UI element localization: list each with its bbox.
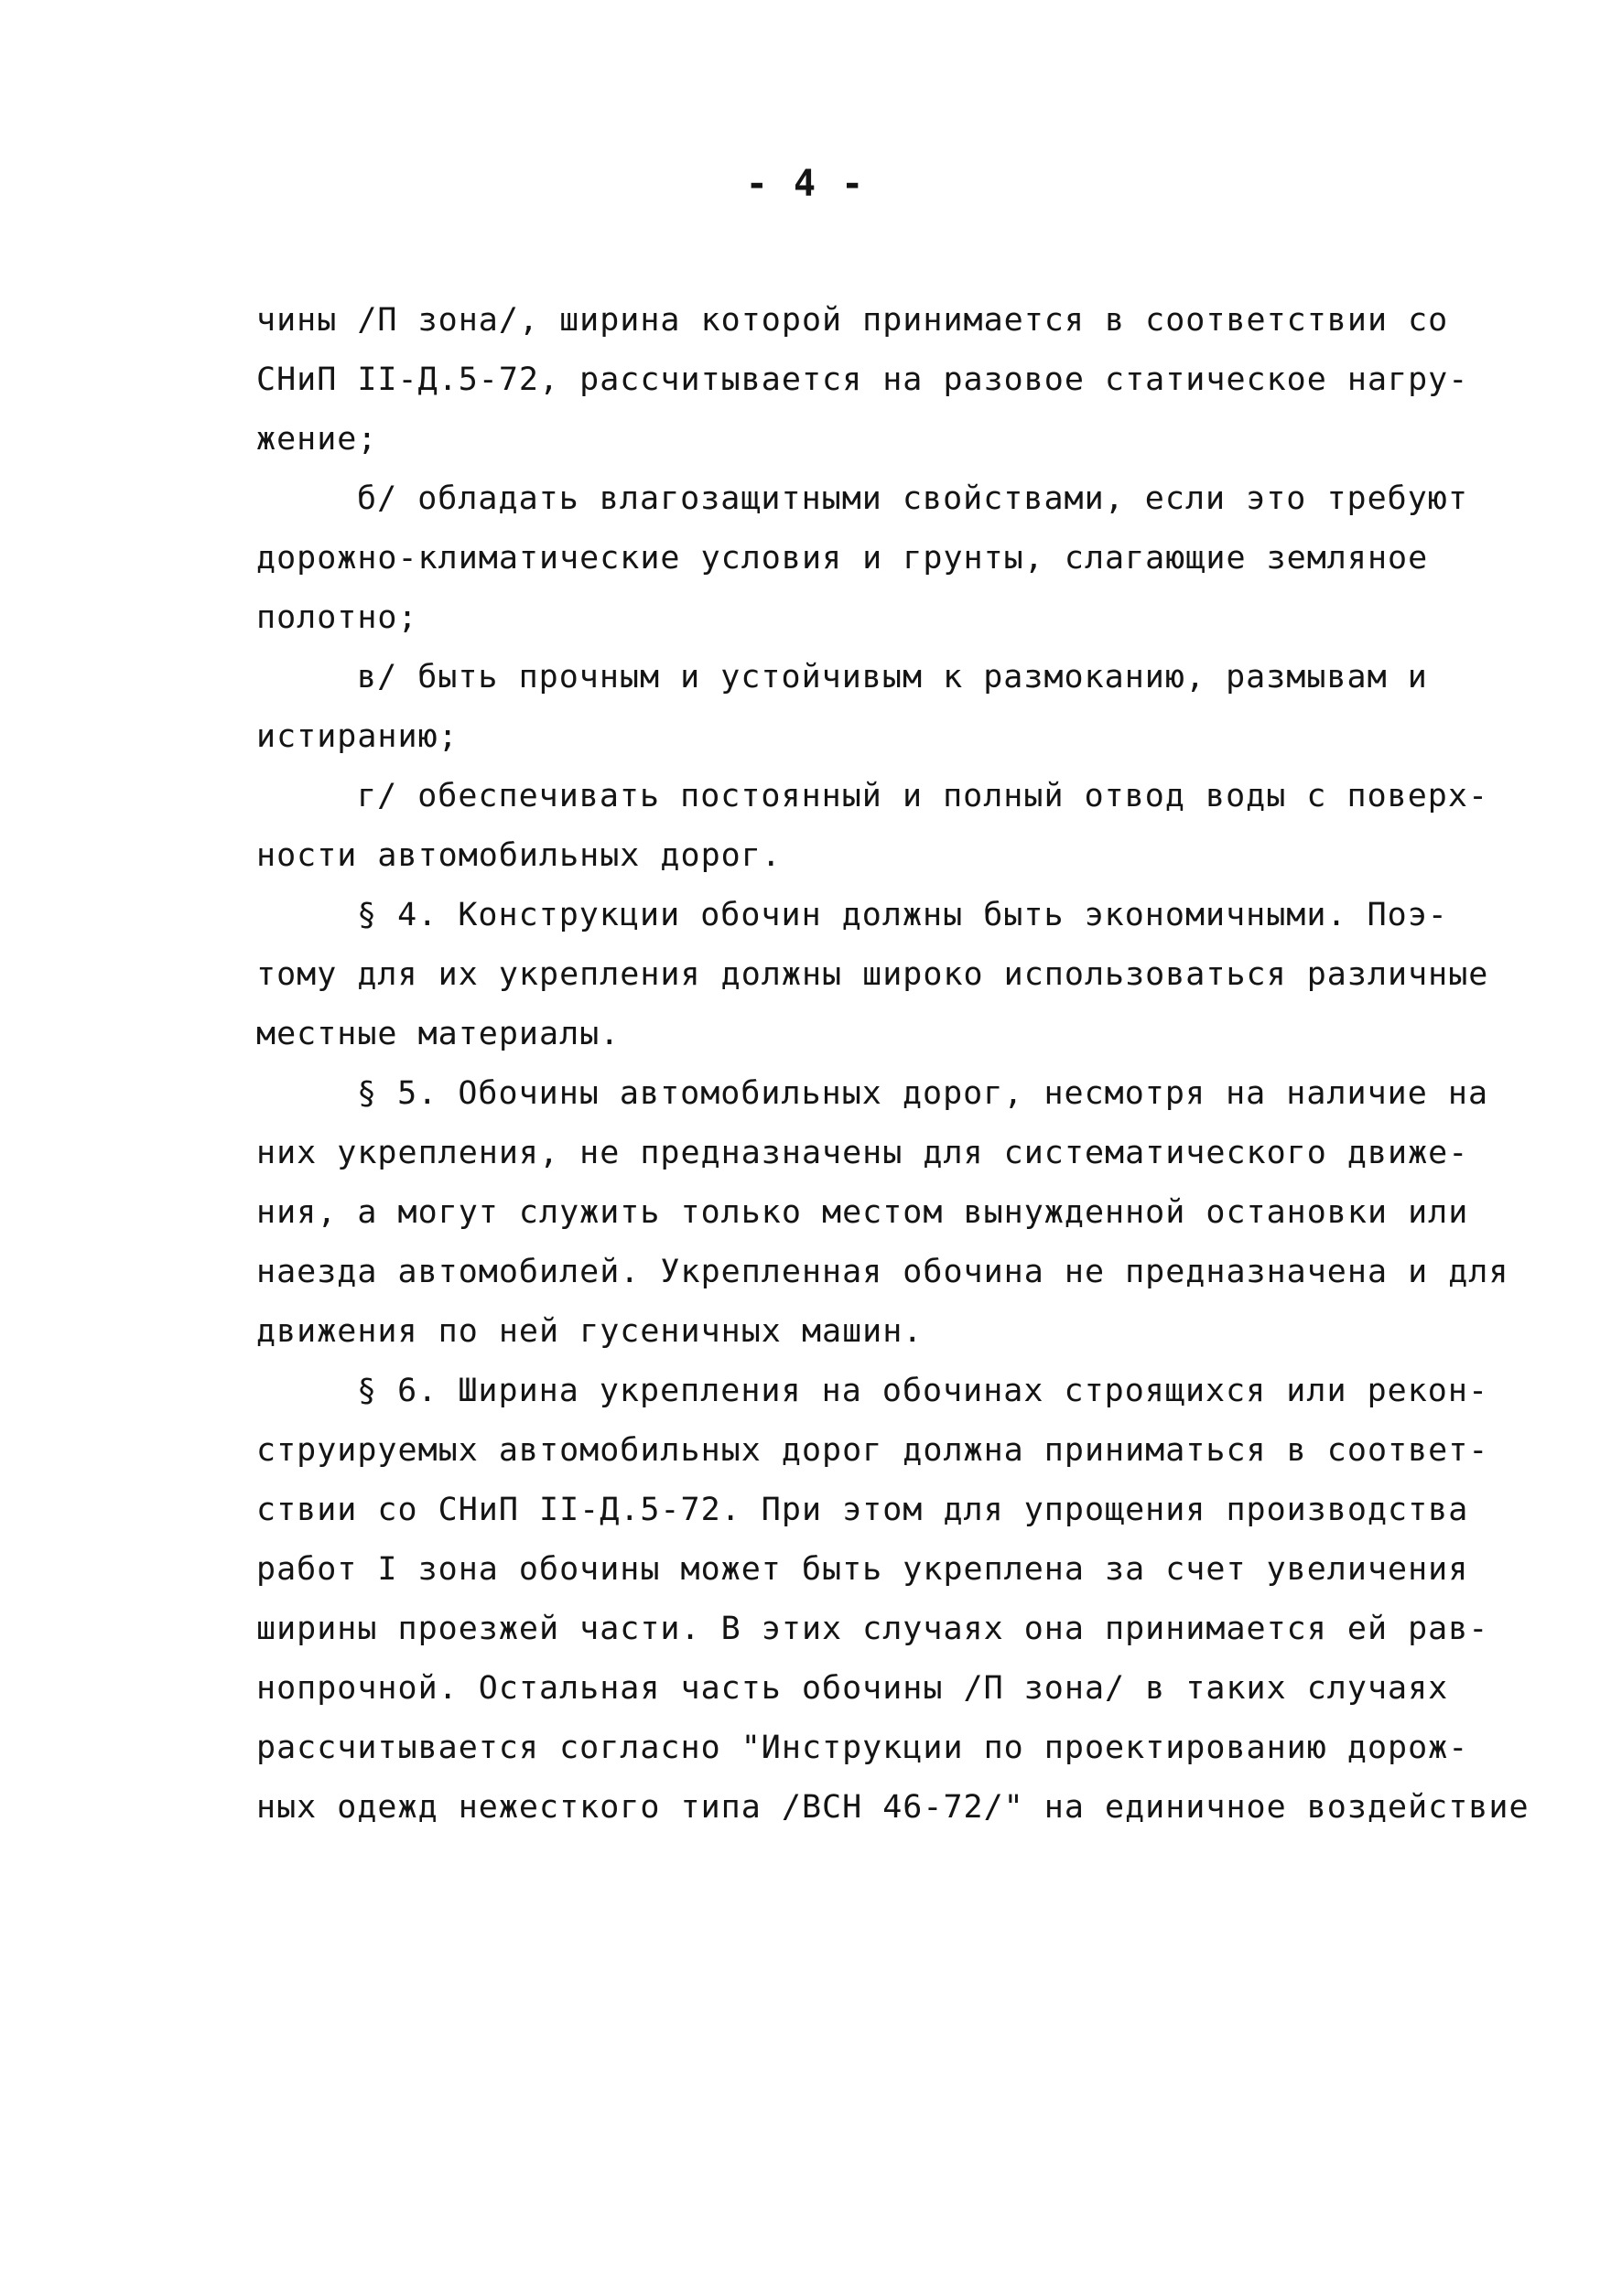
text-line: ных одежд нежесткого типа /ВСН 46-72/" на единичное воздействие (256, 1789, 1530, 1826)
text-line: в/ быть прочным и устойчивым к размоканию, размывам и (357, 659, 1428, 695)
text-line: § 6. Ширина укрепления на обочинах строящихся или рекон- (357, 1373, 1489, 1409)
text-line: СНиП II-Д.5-72, рассчитывается на разовое статическое нагру- (256, 361, 1469, 398)
text-line: ности автомобильных дорог. (256, 837, 782, 874)
text-line: ствии со СНиП II-Д.5-72. При этом для упрощения производства (256, 1492, 1469, 1528)
page-number: - 4 - (745, 163, 866, 205)
body-text (256, 291, 1530, 1838)
text-line: местные материалы. (256, 1016, 621, 1052)
text-line: нопрочной. Остальная часть обочины /П зона/ в таких случаях (256, 1670, 1449, 1707)
text-line: § 4. Конструкции обочин должны быть экономичными. Поэ- (357, 897, 1448, 933)
text-line: рассчитывается согласно "Инструкции по проектированию дорож- (256, 1730, 1469, 1766)
text-line: движения по ней гусеничных машин. (256, 1313, 924, 1350)
text-line: истиранию; (256, 718, 459, 755)
text-line: них укрепления, не предназначены для систематического движе- (256, 1135, 1469, 1171)
text-line: ния, а могут служить только местом вынужденной остановки или (256, 1194, 1469, 1231)
text-line: работ I зона обочины может быть укреплена за счет увеличения (256, 1551, 1469, 1588)
text-line: струируемых автомобильных дорог должна приниматься в соответ- (256, 1432, 1489, 1469)
text-line: § 5. Обочины автомобильных дорог, несмотря на наличие на (357, 1075, 1489, 1112)
text-line: полотно; (256, 599, 418, 636)
text-line: дорожно-климатические условия и грунты, слагающие земляное (256, 540, 1429, 577)
text-line: чины /П зона/, ширина которой принимается в соответствии со (256, 302, 1449, 339)
text-line: тому для их укрепления должны широко использоваться различные (256, 956, 1489, 993)
text-line: жение; (256, 421, 378, 458)
text-line: б/ обладать влагозащитными свойствами, если это требуют (357, 480, 1468, 517)
text-line: наезда автомобилей. Укрепленная обочина не предназначена и для (256, 1254, 1509, 1290)
text-line: г/ обеспечивать постоянный и полный отвод воды с поверх- (357, 778, 1489, 814)
text-line: ширины проезжей части. В этих случаях она принимается ей рав- (256, 1611, 1489, 1647)
